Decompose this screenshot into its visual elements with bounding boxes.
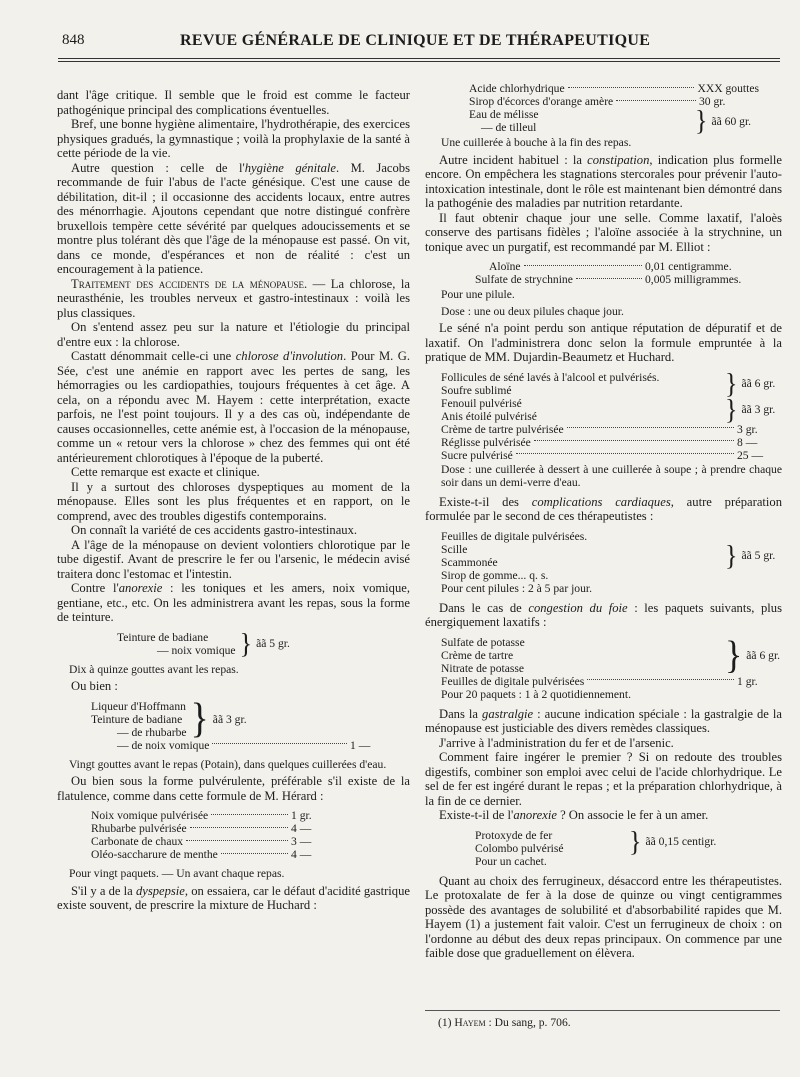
paragraph: Existe-t-il des complications cardiaques, autre préparation formulée par le second de ces thérapeutistes : [425,494,782,523]
paragraph: Il faut obtenir chaque jour une selle. Comme laxatif, l'aloès conserve des partisans fidèles ; l'aloïne associée à la strychnine, un tonique avec un purgatif, est recommandé par M. Elliot : [425,210,782,254]
dosage-note: Pour cent pilules : 2 à 5 par jour. [441,581,593,595]
prescription: Aloïne 0,01 centigramme. Sulfate de strychnine 0,005 milligrammes. [475,260,742,286]
dosage-note: Pour vingt paquets. — Un avant chaque repas. [69,867,285,880]
paragraph: Autre question : celle de l'hygiène génitale. M. Jacobs recommande de fuir l'abus de l'acte génésique. C'est une cause de débilitation, dit-il ; il occasionne des accidents locaux, entre autres des ménorrhagie. Ajoutons cependant que notre distingué confrère bruxellois tempère cette sévérité par quelques adoucissements et se montre plus tolérant dès que l'âge de la ménopause est passé. On vit, dans ce monde, d'espérances et non de réalité : c'est un encouragement à la patience. [57,160,411,276]
header-rule [58,58,780,59]
prescription: Sulfate de potasse Crème de tartre Nitrate de potasse } ãã 6 gr. Feuilles de digitale pulvérisées 1 gr. Pour 20 paquets : 1 à 2 quotidiennement. [441,633,781,701]
paragraph: Il y a surtout des chloroses dyspeptiques au moment de la ménopause. Elles sont les plus fréquentes et en rapport, on le comprend, avec des troubles digestifs contemporains. [57,479,410,523]
prescription: Feuilles de digitale pulvérisées. Scille Scammonée } ãã 5 gr. Sirop de gomme... q. s. Pour cent pilules : 2 à 5 par jour. [441,530,782,595]
prescription: Protoxyde de fer Colombo pulvérisé } ãã 0,15 centigr. Pour un cachet. [475,829,782,868]
paragraph: Bref, une bonne hygiène alimentaire, l'hydrothérapie, des exercices physiques gradués, la gymnastique ; voilà la prophylaxie de la santé à cette période de la vie. [57,117,410,160]
paragraph: dant l'âge critique. Il semble que le froid est comme le facteur pathogénique principal des complications éventuelles. [57,88,410,117]
dosage-note: Dix à quinze gouttes avant les repas. [69,662,239,676]
paragraph: Comment faire ingérer le premier ? Si on redoute des troubles digestifs, combiner son emploi avec celui de l'acide chlorhydrique. Le sel de fer est ingéré durant le repas ; et la préparation chlorhydrique, à la fin de ce dernier. [425,750,782,808]
paragraph: A l'âge de la ménopause on devient volontiers chlorotique par le tube digestif. Avant de prescrire le fer ou l'arsenic, le médecin avisé traitera donc l'estomac et l'intestin. [57,537,410,581]
paragraph: Quant au choix des ferrugineux, désaccord entre les thérapeutistes. Le protoxalate de fer à la dose de quinze ou vingt centigrammes possède des avantages de solubilité et d'absorbabilité rapides que M. Hayem (1) a justement fait valoir. C'est un ferrugineux de choix : on l'ordonne au début des deux repas principaux. On commence par une faible dose que graduellement on élèvera. [425,873,782,960]
dosage-note: Vingt gouttes avant le repas (Potain), dans quelques cuillerées d'eau. [69,757,387,771]
brace: } [239,627,253,659]
dosage-note: Pour 20 paquets : 1 à 2 quotidiennement. [441,687,631,701]
prescription: Liqueur d'Hoffmann Teinture de badiane — de rhubarbe } ãã 3 gr. — de noix vomique 1 — [91,695,371,752]
section-heading: Traitement des accidents de la ménopause. — La chlorose, la neurasthénie, les troubles nerveux et gastro-intestinaux : voilà les plus classiques. [57,276,410,320]
right-column: Acide chlorhydrique XXX gouttes Sirop d'écorces d'orange amère 30 gr. Eau de mélisse — de tilleul } ãã 60 gr. Une cuillerée à bouche à la fin des repas. Autre incident habituel : la constipation, indication plus formelle encore. On empêchera les stagnations stercorales pour prévenir l'auto-intoxication intestinale, dont le rôle est maintenant bien démontré dans la pathogénie des maladies par nutrition retardante. Il faut obtenir chaque jour une selle. Comme laxatif, l'aloès conserve des partisans fidèles ; l'aloïne associée à la strychnine, un tonique avec un purgatif, est recommandé par M. Elliot : Aloïne 0,01 centigramme. Sulfate de strychnine 0,005 milligrammes. Pour une pilule. Dose : une ou deux pilules chaque jour. Le séné n'a point perdu son antique réputation de dépuratif et de laxatif. On l'administrera donc selon la formule empruntée à la pratique de MM. Dujardin-Beaumetz et Huchard. Follicules de séné lavés à l'alcool et pulvérisés. Soufre sublimé } ãã 6 gr. Fenouil pulvérisé Anis étoilé pulvérisé } ãã 3 gr. Crème de tartre pulvérisée 3 gr. Réglisse pulvérisée 8 — Sucre pulvérisé 25 — Dose : une cuillerée à dessert à une cuillerée à soupe ; à prendre chaque soir dans un demi-verre d'eau. Existe-t-il des complications cardiaques, autre préparation formulée par le second de ces thérapeutistes : Feuilles de digitale pulvérisées. Scille Scammonée } ãã 5 gr. Sirop de gomme... q. s. Pour cent pilules : 2 à 5 par jour. Dans le cas de congestion du foie : les paquets suivants, plus énergiquement laxatifs : Sulfate de potasse Crème de tartre Nitrate de potasse } ãã 6 gr. Feuilles de digitale pulvérisées 1 gr. Pour 20 paquets : 1 à 2 quotidiennement. Dans la gastralgie : aucune indication spéciale : la gastralgie de la ménopause est justiciable des divers remèdes classiques. J'arrive à l'administration du fer et de l'arsenic. Comment faire ingérer le premier ? Si on redoute des troubles digestifs, combiner son emploi avec celui de l'acide chlorhydrique. Le sel de fer est ingéré durant le repas ; et la préparation chlorhydrique, à la fin de ce dernier. Existe-t-il de l'anorexie ? On associe le fer à un amer. Protoxyde de fer Colombo pulvérisé } ãã 0,15 centigr. Pour un cachet. Quant au choix des ferrugineux, désaccord entre les thérapeutistes. Le protoxalate de fer à la dose de quinze ou vingt centigrammes possède des avantages de solubilité et d'absorbabilité rapides que M. Hayem (1) a justement fait valoir. C'est un ferrugineux de choix : on l'ordonne au début des deux repas principaux. On commence par une faible dose que graduellement on élèvera. [425,82,783,960]
paragraph: Existe-t-il de l'anorexie ? On associe le fer à un amer. [439,808,709,822]
left-column [57,88,410,913]
brace: } [190,695,209,743]
paragraph: Castatt dénommait celle-ci une chlorose d'involution. Pour M. G. Sée, c'est une anémie en rapport avec les pertes de sang, les hémorragies ou les cardiopathies, toujours fréquentes à cet âge. A cela, on a répondu avec M. Hayem : cette interprétation, exacte parfois, ne l'est point toujours. Il y a des cas où, indépendante de causes occasionnelles, cette anémie est, à l'occasion de la ménopause, comme un « retour vers la chlorose » chez des femmes qui ont été antérieurement chlorotiques à l'époque de la puberté. [57,349,410,465]
prescription: Teinture de badiane — noix vomique } ãã 5 gr. [117,627,290,659]
paragraph: J'arrive à l'administration du fer et de l'arsenic. [439,735,674,750]
paragraph: Le séné n'a point perdu son antique réputation de dépuratif et de laxatif. On l'administrera donc selon la formule empruntée à la pratique de MM. Dujardin-Beaumetz et Huchard. [425,321,782,364]
paragraph: On s'entend assez peu sur la nature et l'étiologie du principal d'entre eux : la chlorose. [57,320,410,349]
paragraph: S'il y a de la dyspepsie, on essaiera, car le défaut d'acidité gastrique existe souvent, de prescrire la mixture de Huchard : [57,883,410,912]
paragraph: Ou bien sous la forme pulvérulente, préférable s'il existe de la flatulence, comme dans cette formule de M. Hérard : [57,774,410,803]
running-header [62,30,780,54]
paragraph: Ou bien : [71,679,118,693]
dosage-note: Une cuillerée à bouche à la fin des repas. [441,136,632,149]
paragraph: Dans le cas de congestion du foie : les paquets suivants, plus énergiquement laxatifs : [425,600,782,629]
paragraph: On connaît la variété de ces accidents gastro-intestinaux. [71,523,358,537]
paragraph: Dans la gastralgie : aucune indication spéciale : la gastralgie de la ménopause est justiciable des divers remèdes classiques. [425,706,782,735]
footnote-rule [425,1010,780,1011]
paragraph: Cette remarque est exacte et clinique. [71,465,260,479]
page-number: 848 [62,32,85,48]
dosage-note: Pour un cachet. [475,854,547,868]
prescription: Acide chlorhydrique XXX gouttes Sirop d'écorces d'orange amère 30 gr. Eau de mélisse — de tilleul } ãã 60 gr. [469,82,759,137]
header-rule-2 [58,61,780,62]
journal-title: REVUE GÉNÉRALE DE CLINIQUE ET DE THÉRAPEUTIQUE [180,32,651,49]
prescription: Noix vomique pulvérisée 1 gr. Rhubarbe pulvérisée 4 — Carbonate de chaux 3 — Oléo-saccharure de menthe 4 — [91,809,312,861]
prescription: Follicules de séné lavés à l'alcool et pulvérisés. Soufre sublimé } ãã 6 gr. Fenouil pulvérisé Anis étoilé pulvérisé } ãã 3 gr. Crème de tartre pulvérisée 3 gr. Réglisse pulvérisée 8 — Sucre pulvérisé 25 — Dose : une cuillerée à dessert à une cuillerée à soupe ; à prendre chaque soir dans un demi-verre d'eau. [441,367,782,489]
paragraph: Contre l'anorexie : les toniques et les amers, noix vomique, gentiane, etc., etc. On les administrera avant les repas, sous la forme de teinture. [57,581,410,624]
paragraph: Autre incident habituel : la constipation, indication plus formelle encore. On empêchera les stagnations stercorales pour prévenir l'auto-intoxication intestinale, dont le rôle est maintenant bien démontré dans la pathogénie des maladies par nutrition retardante. [425,152,783,210]
dosage-note: Dose : une cuillerée à dessert à une cuillerée à soupe ; à prendre chaque soir dans un demi-verre d'eau. [441,462,782,489]
footnote: (1) Hayem : Du sang, p. 706. [438,1016,571,1029]
